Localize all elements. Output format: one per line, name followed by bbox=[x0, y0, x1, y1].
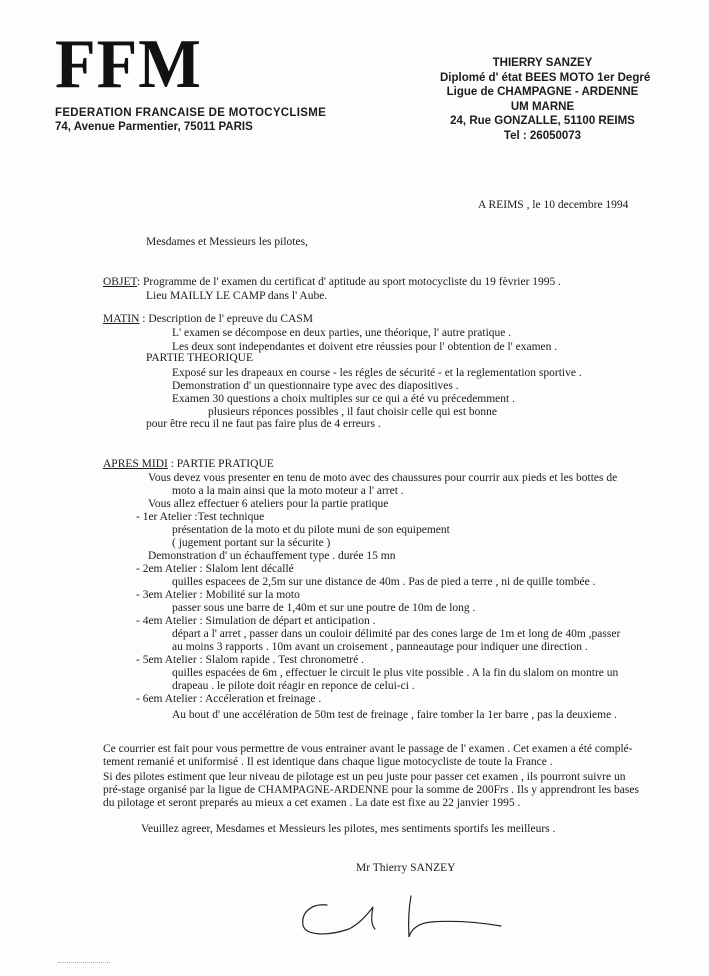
workshop-1-title: - 1er Atelier :Test technique bbox=[136, 511, 265, 523]
workshop-2-title: - 2em Atelier : Slalom lent décallé bbox=[136, 563, 294, 575]
apres-midi-label: APRES MIDI bbox=[103, 458, 168, 470]
matin-label: MATIN bbox=[103, 313, 140, 325]
practical-line-3: Vous allez effectuer 6 ateliers pour la partie pratique bbox=[148, 498, 389, 510]
ffm-logo: FFM bbox=[55, 26, 202, 103]
salutation: Mesdames et Messieurs les pilotes, bbox=[146, 236, 308, 248]
sender-league: Ligue de CHAMPAGNE - ARDENNE bbox=[446, 86, 639, 98]
workshop-3-line-1: passer sous une barre de 1,40m et sur une poutre de 10m de long . bbox=[172, 602, 476, 614]
sender-union: UM MARNE bbox=[510, 100, 575, 113]
practical-line-1: Vous devez vous presenter en tenu de moto avec des chaussures pour courrir aux pieds et les bottes de bbox=[148, 472, 618, 484]
workshop-4-line-2: au moins 3 rapports . 10m avant un croisement , panneautage pour indiquer une direction . bbox=[172, 641, 588, 653]
sender-name: THIERRY SANZEY bbox=[492, 57, 593, 69]
theory-line-4: plusieurs réponces possibles , il faut choisir celle qui est bonne bbox=[208, 406, 498, 418]
matin-text: : Description de l' epreuve du CASM bbox=[142, 313, 314, 325]
apres-midi-line bbox=[103, 458, 274, 471]
workshop-6-title: - 6em Atelier : Accéleration et freinage . bbox=[136, 693, 322, 705]
workshop-3-title: - 3em Atelier : Mobilité sur la moto bbox=[136, 589, 300, 601]
closing-line-2: tement remanié et uniformisé . Il est identique dans chaque ligue motocycliste de toute la France . bbox=[103, 756, 553, 768]
sender-diploma: Diplomé d' état BEES MOTO 1er Degré bbox=[440, 71, 651, 84]
apres-midi-title: : PARTIE PRATIQUE bbox=[170, 458, 274, 470]
theory-title: PARTIE THEORIQUE bbox=[146, 352, 253, 364]
regards-line: Veuillez agreer, Mesdames et Messieurs les pilotes, mes sentiments sportifs les meilleurs . bbox=[141, 823, 556, 835]
theory-line-3: Examen 30 questions a choix multiples sur ce qui a été vu précedemment . bbox=[172, 393, 515, 405]
objet-text: : Programme de l' examen du certificat d' aptitude au sport motocycliste du 19 fèvrier 1995 . bbox=[136, 276, 562, 288]
workshop-1-line-2: ( jugement portant sur la sécurite ) bbox=[172, 537, 331, 549]
closing-line-5: du pilotage et seront preparés au mieux a cet examen . La date est fixe au 22 janvier 1995 . bbox=[103, 797, 521, 809]
closing-line-3: Si des pilotes estiment que leur niveau de pilotage est un peu juste pour passer cet examen , ils pourront suivre un bbox=[103, 771, 626, 783]
matin-line bbox=[103, 313, 313, 326]
federation-name: FEDERATION FRANCAISE DE MOTOCYCLISME bbox=[55, 107, 327, 119]
matin-line-1: L' examen se décompose en deux parties, une théorique, l' autre pratique . bbox=[172, 327, 512, 339]
workshop-4-line-1: départ a l' arret , passer dans un couloir délimité par des cones large de 1m et long de 40m ,passer bbox=[172, 628, 621, 640]
workshop-5-line-1: quilles espacées de 6m , effectuer le circuit le plus vite possible . A la fin du slalom on montre un bbox=[172, 667, 619, 679]
objet-line bbox=[103, 276, 561, 289]
sender-phone: Tel : 26050073 bbox=[503, 129, 582, 142]
date-line: A REIMS , le 10 decembre 1994 bbox=[478, 199, 629, 211]
scan-speck bbox=[58, 962, 110, 968]
closing-line-4: pré-stage organisé par la ligue de CHAMPAGNE-ARDENNE pour la somme de 200Frs . Ils y apprendront les bases bbox=[103, 784, 639, 796]
workshop-5-line-2: drapeau . le pilote doit réagir en reponce de celui-ci . bbox=[172, 680, 415, 692]
objet-label: OBJET bbox=[103, 276, 137, 288]
workshop-4-title: - 4em Atelier : Simulation de départ et anticipation . bbox=[136, 615, 376, 627]
theory-line-5: pour être recu il ne faut pas faire plus de 4 erreurs . bbox=[146, 418, 381, 430]
objet-lieu: Lieu MAILLY LE CAMP dans l' Aube. bbox=[146, 290, 328, 302]
handwritten-signature bbox=[297, 893, 507, 945]
theory-line-2: Demonstration d' un questionnaire type avec des diapositives . bbox=[172, 380, 459, 392]
sender-street: 24, Rue GONZALLE, 51100 REIMS bbox=[450, 115, 635, 127]
workshop-2-line-1: quilles espacees de 2,5m sur une distance de 40m . Pas de pied a terre , ni de quille tombée . bbox=[172, 576, 596, 588]
workshop-6-line-1: Au bout d' une accélération de 50m test de freinage , faire tomber la 1er barre , pas la deuxieme . bbox=[172, 709, 617, 721]
workshop-5-title: - 5em Atelier : Slalom rapide . Test chronometré . bbox=[136, 654, 364, 666]
practical-line-2: moto a la main ainsi que la moto moteur a l' arret . bbox=[172, 485, 404, 497]
matin-line-2: Les deux sont independantes et doivent etre réussies pour l' obtention de l' examen . bbox=[172, 341, 558, 353]
theory-line-1: Exposé sur les drapeaux en course - les régles de sécurité - et la reglementation sportive . bbox=[172, 367, 582, 379]
workshop-1-line-3: Demonstration d' un échauffement type . durée 15 mn bbox=[148, 550, 396, 562]
sender-block bbox=[440, 56, 651, 143]
closing-line-1: Ce courrier est fait pour vous permettre de vous entrainer avant le passage de l' examen . Cet examen a été complé- bbox=[103, 743, 633, 755]
federation-address: 74, Avenue Parmentier, 75011 PARIS bbox=[55, 121, 253, 133]
workshop-1-line-1: présentation de la moto et du pilote muni de son equipement bbox=[172, 524, 450, 536]
signatory-name: Mr Thierry SANZEY bbox=[356, 862, 456, 874]
